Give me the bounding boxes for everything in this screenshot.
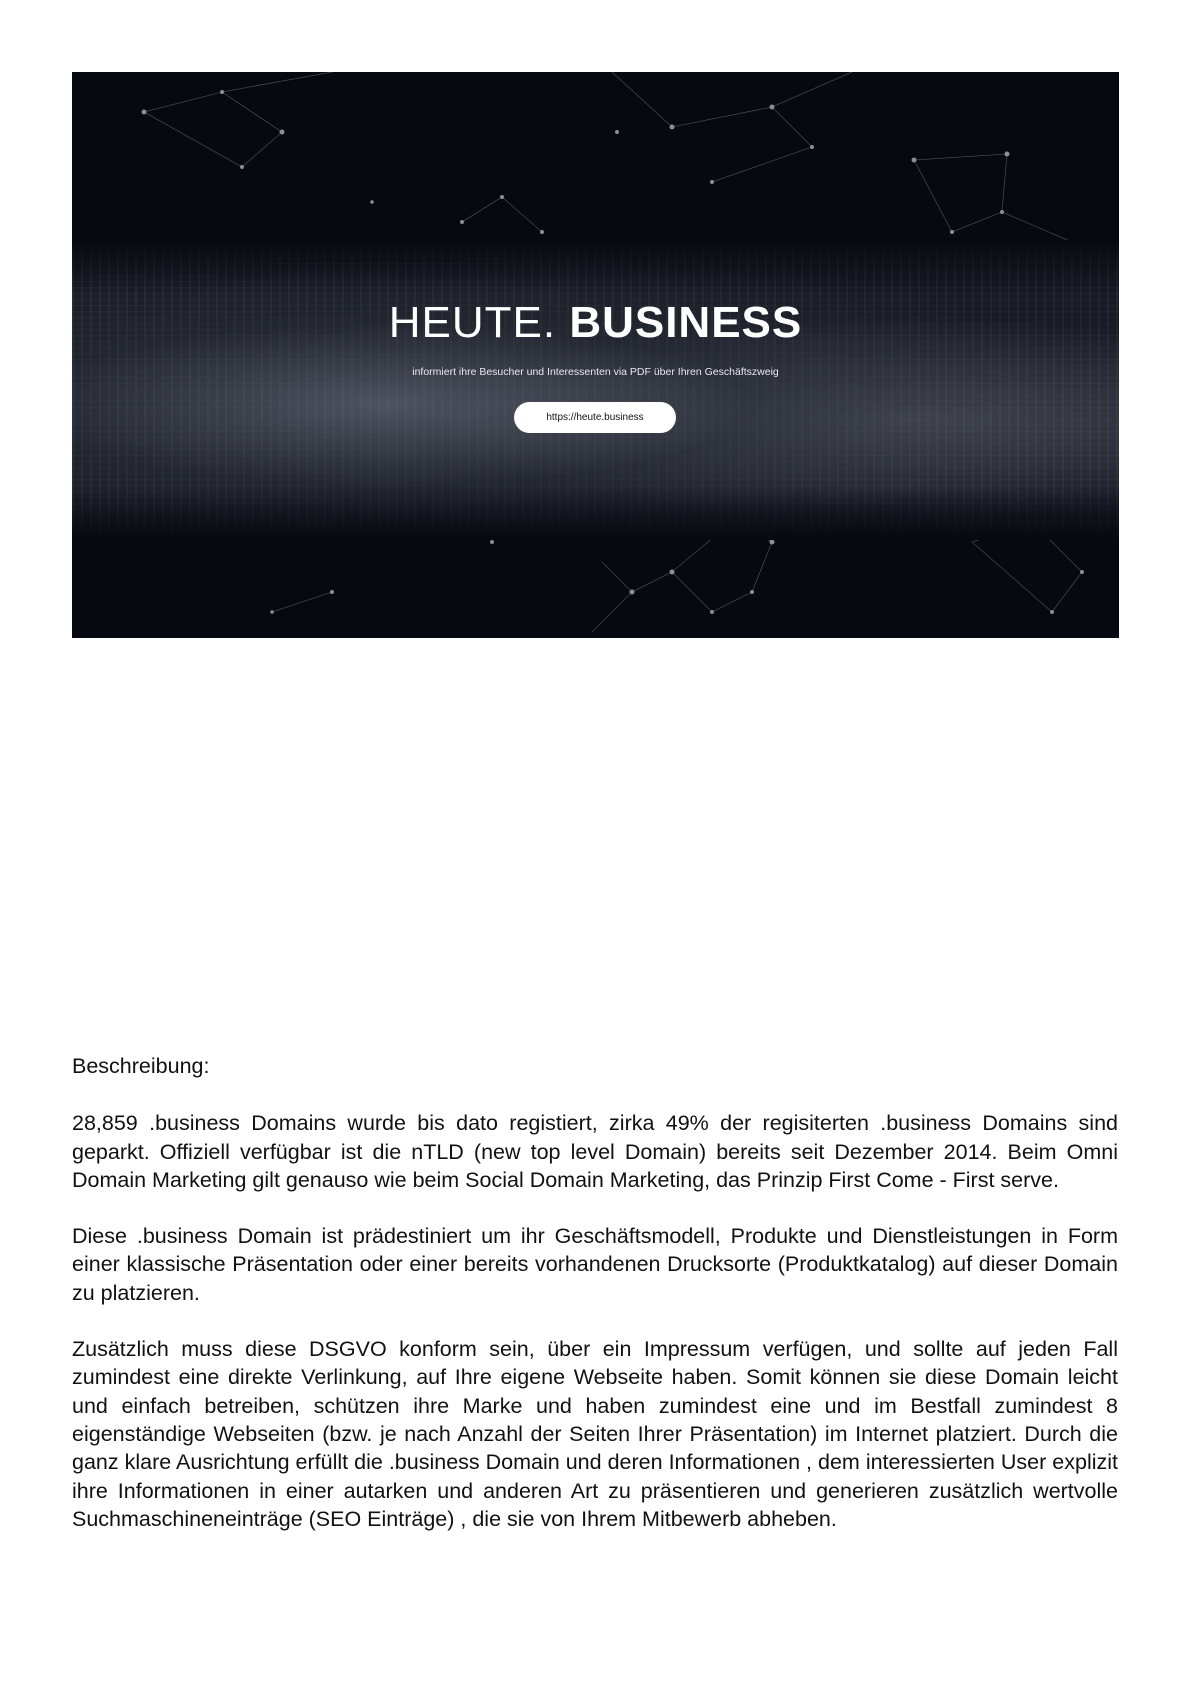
hero-banner <box>72 72 1119 638</box>
description-paragraph: Diese .business Domain ist prädestiniert um ihr Geschäftsmodell, Produkte und Dienstleistungen in Form einer klassische Präsentation oder einer bereits vorhandenen Drucksorte (Produktkatalog) auf dieser Domain zu platzieren. <box>72 1224 1118 1305</box>
description-paragraph: 28,859 .business Domains wurde bis dato registiert, zirka 49% der regisiterten .business Domains sind geparkt. Offiziell verfügbar ist die nTLD (new top level Domain) bereits seit Dezember 2014. Beim Omni Domain Marketing gilt genauso wie beim Social Domain Marketing, das Prinzip First Come - First serve. <box>72 1111 1118 1192</box>
description-paragraph: Zusätzlich muss diese DSGVO konform sein, über ein Impressum verfügen, und sollte auf jeden Fall zumindest eine direkte Verlinkung, auf Ihre eigene Webseite haben. Somit können sie diese Domain leicht und einfach betreiben, schützen ihre Marke und haben zumindest eine und im Bestfall zumindest 8 eigenständige Webseiten (bzw. je nach Anzahl der Seiten Ihrer Präsentation) im Internet platziert. Durch die ganz klare Ausrichtung erfüllt die .business Domain und deren Informationen , dem interessierten User explizit ihre Informationen in einer autarken und anderen Art zu präsentieren und generieren zusätzlich wertvolle Suchmaschineneinträge (SEO Einträge) , die sie von Ihrem Mitbewerb abheben. <box>72 1337 1118 1531</box>
brand-logo <box>72 298 1119 348</box>
brand-logo-bold: BUSINESS <box>569 298 803 347</box>
url-button[interactable]: https://heute.business <box>514 402 676 433</box>
hero-tagline: informiert ihre Besucher und Interessenten via PDF über Ihren Geschäftszweig <box>412 366 779 378</box>
description-label: Beschreibung: <box>72 1054 210 1078</box>
brand-logo-light: HEUTE. <box>388 298 557 347</box>
city-skyline-image <box>72 240 1119 540</box>
description-section <box>72 1052 1118 1561</box>
